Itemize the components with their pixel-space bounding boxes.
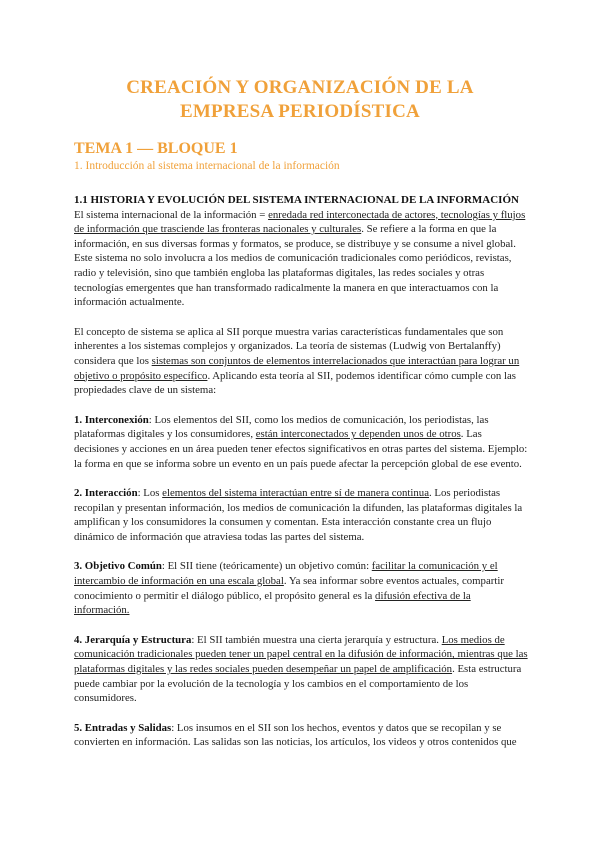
subtema-heading: 1. Introducción al sistema internacional de la información: [74, 160, 340, 172]
paragraph-interaccion: 2. Interacción: Los elementos del sistema interactúan entre sí de manera continua. Los periodistas recopilan y presentan información, los medios de comunicación la difunden, las plataformas digitales la amplifican y los consumidores la consumen y comentan. Esta interacción constante crea un flujo dinámico de información que atraviesa todas las partes del sistema.: [74, 487, 523, 543]
paragraph-objetivo: 3. Objetivo Común: El SII tiene (teóricamente) un objetivo común: facilitar la comunicación y el intercambio de información en una escala global. Ya sea informar sobre eventos actuales, compartir conocimiento o permitir el diálogo público, el propósito general es la difusión efectiva de la información.: [74, 560, 504, 617]
paragraph-jerarquia: 4. Jerarquía y Estructura: El SII también muestra una cierta jerarquía y estructura. Los medios de comunicación tradicionales pueden tener un papel central en la difusión de información, mientras que las plataformas digitales y las redes sociales pueden desempeñar un papel de amplificación. Esta estructura puede cambiar por la evolución de la tecnología y los cambios en el comportamiento de los consumidores.: [74, 633, 528, 705]
paragraph-entradas: 5. Entradas y Salidas: Los insumos en el SII son los hechos, eventos y datos que se recopilan y se convierten en información. Las salidas son las noticias, los artículos, los videos y otros contenidos que: [74, 721, 517, 749]
underlined-text: Los medios de comunicación tradicionales pueden tener un papel central en la difusión de información, mientras que las plataformas digitales y las redes sociales pueden desempeñar un papel de amplificación: [74, 633, 528, 676]
item-label: 2. Interacción: [74, 487, 138, 500]
underlined-text: facilitar la comunicación y el intercambio de información en una escala global: [74, 560, 498, 588]
underlined-text: sistemas son conjuntos de elementos interrelacionados que interactúan para lograr un objetivo o propósito específico: [74, 354, 520, 382]
underlined-text: enredada red interconectada de actores, tecnologías y flujos de información que trasciende las fronteras nacionales y culturales: [74, 208, 526, 236]
item-label: 1. Interconexión: [74, 413, 149, 426]
title-line-2: EMPRESA PERIODÍSTICA: [180, 101, 420, 122]
paragraph-concept: El concepto de sistema se aplica al SII porque muestra varias características fundamentales que son inherentes a los sistemas complejos y organizados. La teoría de sistemas (Ludwig von Bertalanffy) considera que los sistemas son conjuntos de elementos interrelacionados que interactúan para lograr un objetivo o propósito específico. Aplicando esta teoría al SII, podemos identificar cómo cumple con las propiedades clave de un sistema:: [74, 325, 520, 397]
item-label: 4. Jerarquía y Estructura: [74, 633, 192, 646]
section-heading: 1.1 HISTORIA Y EVOLUCIÓN DEL SISTEMA INTERNACIONAL DE LA INFORMACIÓN: [74, 194, 519, 206]
underlined-text: difusión efectiva de la información.: [74, 589, 471, 617]
item-label: 5. Entradas y Salidas: [74, 721, 172, 734]
underlined-text: están interconectados y dependen unos de otros: [255, 428, 461, 441]
document-body: [74, 193, 528, 765]
item-label: 3. Objetivo Común: [74, 560, 162, 573]
underlined-text: elementos del sistema interactúan entre sí de manera continua: [162, 487, 429, 500]
title-line-1: CREACIÓN Y ORGANIZACIÓN DE LA: [126, 77, 474, 98]
tema-heading: TEMA 1 — BLOQUE 1: [74, 140, 238, 157]
paragraph-intro: El sistema internacional de la información = enredada red interconectada de actores, tecnologías y flujos de información que trasciende las fronteras nacionales y culturales. Se refiere a la forma en que la información, en sus diversas formas y formatos, se produce, se distribuye y se consume a nivel global. Este sistema no solo involucra a los medios de comunicación tradicionales como periódicos, revistas, radio y televisión, sino que también engloba las plataformas digitales, las redes sociales y otras tecnologías emergentes que han transformado radicalmente la manera en que interactuamos con la información actualmente.: [74, 208, 526, 309]
paragraph-interconexion: 1. Interconexión: Los elementos del SII, como los medios de comunicación, los periodistas, las plataformas digitales y los consumidores, están interconectados y dependen unos de otros. Las decisiones y acciones en un área pueden tener efectos significativos en otras partes del sistema. Ejemplo: la forma en que se informa sobre un evento en un país puede afectar la percepción global de ese evento.: [74, 413, 528, 470]
document-title: [0, 76, 600, 124]
